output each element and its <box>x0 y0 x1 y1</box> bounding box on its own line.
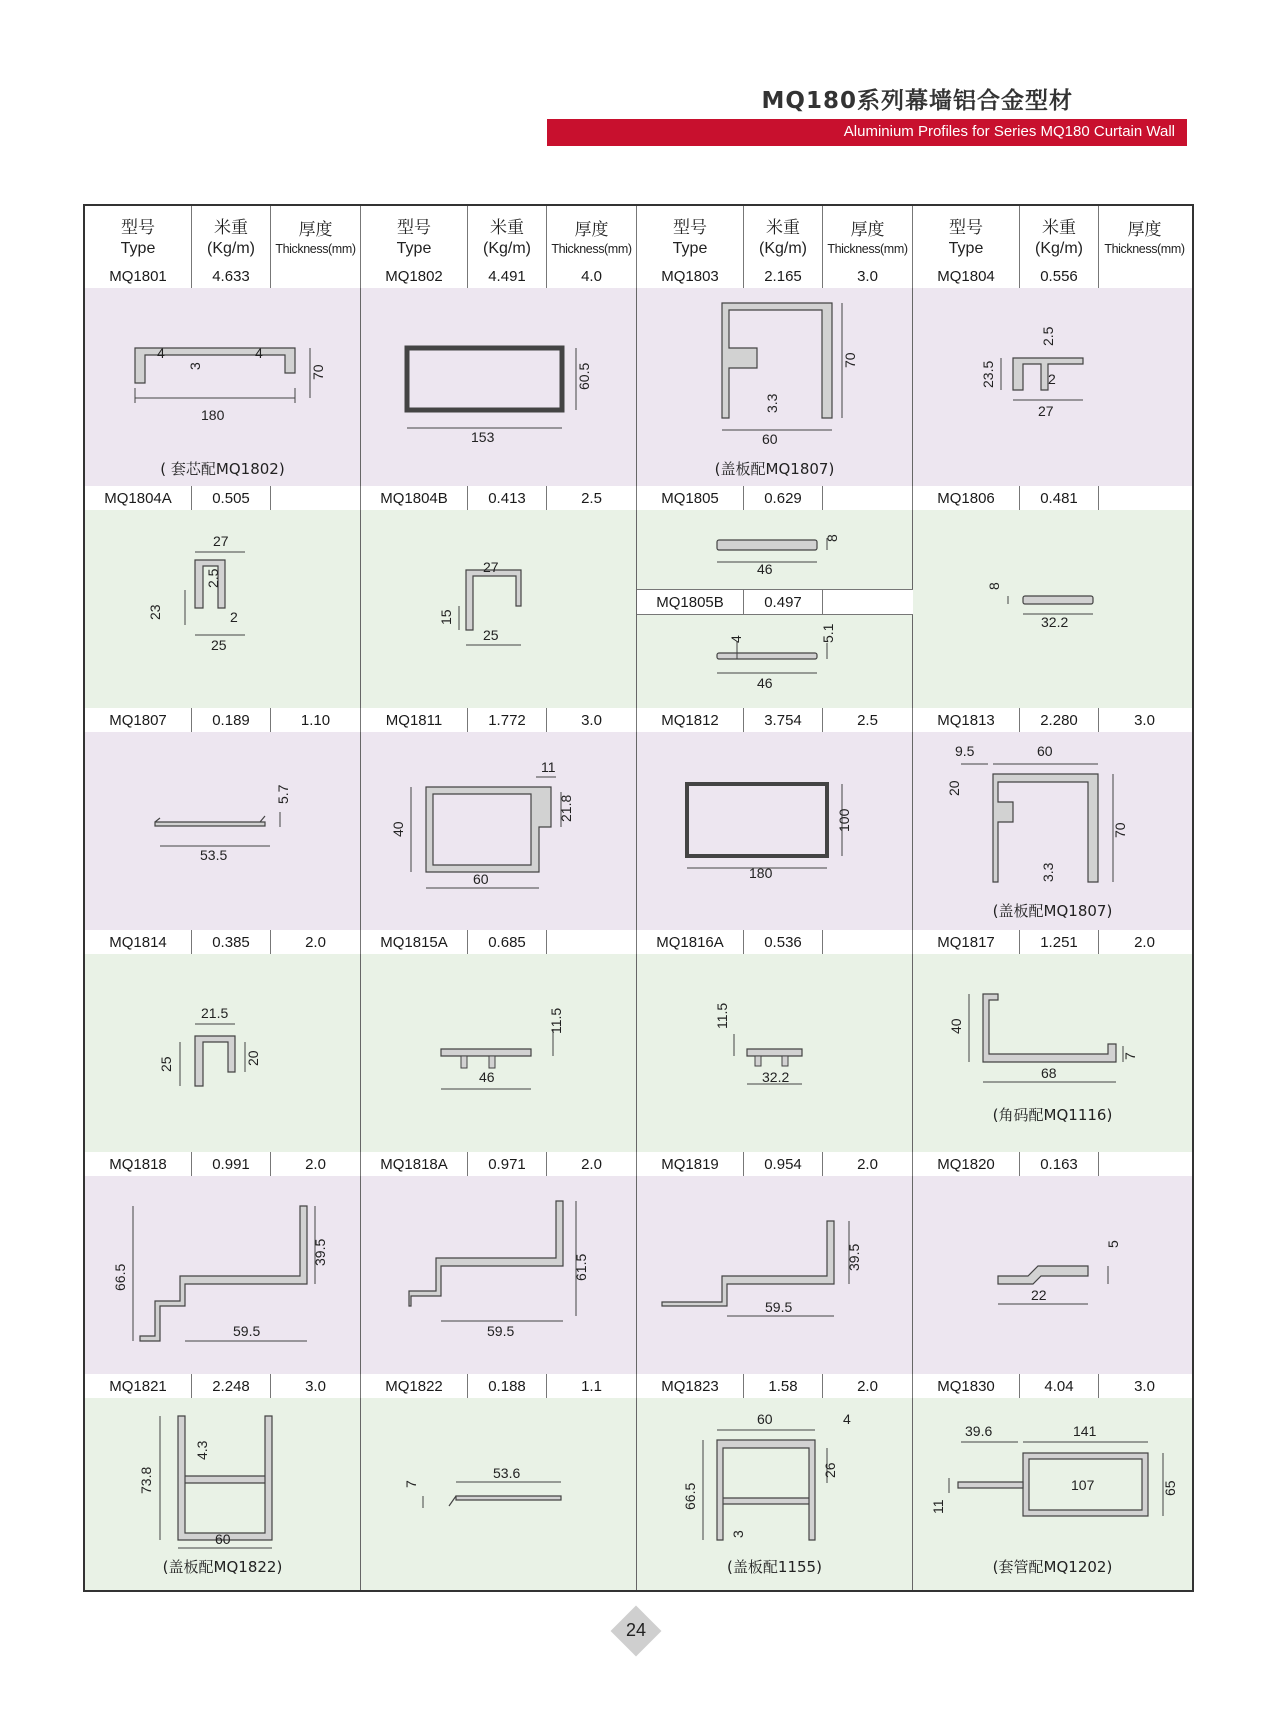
dim-label: 11 <box>930 1499 946 1514</box>
dim-label: 4 <box>728 635 744 643</box>
dim-label: 59.5 <box>765 1299 793 1315</box>
type-cell: MQ1807 <box>85 708 192 732</box>
weight-cell: 0.413 <box>468 486 547 510</box>
dim-label: 15 <box>438 609 454 625</box>
weight-cell: 0.505 <box>192 486 271 510</box>
profile-drawing-mq1805 <box>637 510 913 708</box>
type-cell: MQ1803 <box>637 264 744 288</box>
header-thickness: 厚度 Thickness(mm) <box>547 206 637 264</box>
dim-label: 3.3 <box>1040 862 1056 882</box>
page-number-label: 24 <box>625 1620 647 1640</box>
weight-cell: 1.251 <box>1020 930 1099 954</box>
dim-label: 40 <box>948 1018 964 1034</box>
weight-cell: 2.165 <box>744 264 823 288</box>
weight-cell: 4.633 <box>192 264 271 288</box>
thickness-cell <box>271 486 361 510</box>
dim-label: 20 <box>245 1050 261 1066</box>
dim-label: 60 <box>1037 743 1053 759</box>
profile-drawing-mq1821 <box>85 1398 361 1590</box>
type-cell: MQ1815A <box>361 930 468 954</box>
drawing-row <box>85 1176 1192 1375</box>
dim-label: 4 <box>843 1411 851 1427</box>
header-type: 型号 Type <box>361 206 468 264</box>
drawing-row <box>85 510 1192 709</box>
profile-drawing-mq1804b <box>361 510 637 708</box>
thickness-cell: 3.0 <box>1134 1377 1155 1395</box>
profile-drawing-mq1815a <box>361 954 637 1152</box>
thickness-cell <box>271 264 361 288</box>
dim-label: 27 <box>213 533 229 549</box>
weight-cell: 2.280 <box>1020 708 1099 732</box>
dim-label: 59.5 <box>233 1323 261 1339</box>
dim-label: 68 <box>1041 1065 1057 1081</box>
type-cell: MQ1804B <box>361 486 468 510</box>
dim-label: 5.1 <box>820 623 836 643</box>
type-cell: MQ1806 <box>913 486 1020 510</box>
weight-cell: 0.497 <box>744 590 823 614</box>
info-row <box>85 264 1192 289</box>
drawing-row <box>85 954 1192 1153</box>
dim-label: 32.2 <box>1041 614 1069 630</box>
header-type: 型号 Type <box>913 206 1020 264</box>
info-row <box>85 930 1192 955</box>
profile-note: (角码配MQ1116) <box>992 1106 1113 1124</box>
thickness-cell: 2.0 <box>271 930 361 954</box>
page-number <box>611 1606 661 1656</box>
profile-drawing-mq1802 <box>361 288 637 486</box>
dim-label: 4 <box>255 345 263 361</box>
profile-drawing-mq1823 <box>637 1398 913 1590</box>
dim-label: 7 <box>403 1480 419 1488</box>
profile-drawing-mq1818 <box>85 1176 361 1374</box>
info-row <box>85 1152 1192 1177</box>
dim-label: 5.7 <box>275 784 291 804</box>
header-weight: 米重 (Kg/m) <box>1020 206 1099 264</box>
dim-label: 46 <box>757 675 773 691</box>
dim-label: 26 <box>822 1462 838 1478</box>
type-cell: MQ1811 <box>361 708 468 732</box>
profile-drawing-mq1818a <box>361 1176 637 1374</box>
header-thickness: 厚度 Thickness(mm) <box>823 206 913 264</box>
weight-cell: 1.58 <box>744 1374 823 1398</box>
dim-label: 70 <box>310 364 326 380</box>
sub-info-row <box>637 589 913 615</box>
info-row <box>85 708 1192 733</box>
profile-drawing-mq1819 <box>637 1176 913 1374</box>
dim-label: 22 <box>1031 1287 1047 1303</box>
dim-label: 46 <box>757 561 773 577</box>
dim-label: 39.5 <box>846 1243 862 1271</box>
dim-label: 60.5 <box>576 362 592 390</box>
type-cell: MQ1801 <box>85 264 192 288</box>
dim-label: 180 <box>201 407 225 423</box>
dim-label: 2.5 <box>205 568 221 588</box>
dim-label: 7 <box>1122 1052 1138 1060</box>
thickness-cell <box>823 486 913 510</box>
profile-drawing-mq1820 <box>913 1176 1192 1374</box>
thickness-cell: 2.0 <box>547 1152 637 1176</box>
thickness-cell: 3.0 <box>1134 711 1155 729</box>
dim-label: 2 <box>1048 371 1056 387</box>
dim-label: 40 <box>390 821 406 837</box>
weight-cell: 0.188 <box>468 1374 547 1398</box>
weight-cell: 0.556 <box>1020 264 1099 288</box>
dim-label: 70 <box>1112 822 1128 838</box>
thickness-cell <box>1099 264 1190 288</box>
weight-cell: 0.385 <box>192 930 271 954</box>
profile-drawing-mq1807 <box>85 732 361 930</box>
profile-drawing-mq1804 <box>913 288 1192 486</box>
dim-label: 66.5 <box>682 1482 698 1510</box>
profile-drawing-mq1817 <box>913 954 1192 1152</box>
profile-drawing-mq1804a <box>85 510 361 708</box>
info-row <box>85 486 1192 511</box>
thickness-cell: 3.0 <box>271 1374 361 1398</box>
weight-cell: 4.491 <box>468 264 547 288</box>
weight-cell: 0.629 <box>744 486 823 510</box>
dim-label: 73.8 <box>138 1466 154 1494</box>
info-row <box>85 1374 1192 1399</box>
dim-label: 21.8 <box>558 794 574 822</box>
dim-label: 11 <box>541 759 556 775</box>
dim-label: 11.5 <box>548 1007 564 1034</box>
drawing-row <box>85 1398 1192 1590</box>
type-cell: MQ1804 <box>913 264 1020 288</box>
profile-drawing-mq1803 <box>637 288 913 486</box>
type-cell: MQ1817 <box>913 930 1020 954</box>
type-cell: MQ1814 <box>85 930 192 954</box>
dim-label: 3 <box>187 362 203 370</box>
dim-label: 20 <box>946 780 962 796</box>
weight-cell: 0.685 <box>468 930 547 954</box>
type-cell: MQ1819 <box>637 1152 744 1176</box>
type-cell: MQ1805 <box>637 486 744 510</box>
thickness-cell: 3.0 <box>823 264 913 288</box>
header-type: 型号 Type <box>637 206 744 264</box>
profile-note: (盖板配MQ1822) <box>162 1558 283 1576</box>
profile-note: (盖板配1155) <box>727 1558 822 1576</box>
dim-label: 60 <box>757 1411 773 1427</box>
dim-label: 60 <box>762 431 778 447</box>
profile-note: (盖板配MQ1807) <box>992 902 1113 920</box>
weight-cell: 0.971 <box>468 1152 547 1176</box>
type-cell: MQ1802 <box>361 264 468 288</box>
dim-label: 23 <box>147 604 163 620</box>
dim-label: 5 <box>1105 1240 1121 1248</box>
thickness-cell: 2.5 <box>823 708 913 732</box>
header-weight: 米重 (Kg/m) <box>468 206 547 264</box>
type-cell: MQ1830 <box>913 1374 1020 1398</box>
type-cell: MQ1804A <box>85 486 192 510</box>
profile-table <box>83 204 1194 1592</box>
thickness-cell: 2.0 <box>1134 933 1155 951</box>
type-cell: MQ1818 <box>85 1152 192 1176</box>
type-cell: MQ1823 <box>637 1374 744 1398</box>
dim-label: 3 <box>730 1530 746 1538</box>
dim-label: 66.5 <box>112 1263 128 1291</box>
weight-cell: 2.248 <box>192 1374 271 1398</box>
weight-cell: 3.754 <box>744 708 823 732</box>
dim-label: 25 <box>211 637 227 653</box>
dim-label: 21.5 <box>201 1005 229 1021</box>
header-type: 型号 Type <box>85 206 192 264</box>
thickness-cell <box>823 930 913 954</box>
profile-note: ( 套芯配MQ1802) <box>160 460 285 478</box>
dim-label: 8 <box>824 534 840 542</box>
title-banner <box>547 119 1187 146</box>
dim-label: 25 <box>483 627 499 643</box>
profile-drawing-mq1814 <box>85 954 361 1152</box>
dim-label: 39.5 <box>312 1238 328 1266</box>
weight-cell: 0.481 <box>1020 486 1099 510</box>
profile-drawing-mq1830 <box>913 1398 1192 1590</box>
thickness-cell <box>823 590 913 614</box>
dim-label: 23.5 <box>980 360 996 388</box>
dim-label: 107 <box>1071 1477 1095 1493</box>
type-cell: MQ1822 <box>361 1374 468 1398</box>
dim-label: 4 <box>157 345 165 361</box>
dim-label: 60 <box>215 1531 231 1547</box>
dim-label: 27 <box>483 559 499 575</box>
profile-note: (套管配MQ1202) <box>992 1558 1113 1576</box>
weight-cell: 0.189 <box>192 708 271 732</box>
weight-cell: 0.954 <box>744 1152 823 1176</box>
header-thickness: 厚度 Thickness(mm) <box>1104 219 1185 256</box>
weight-cell: 0.163 <box>1020 1152 1099 1176</box>
dim-label: 60 <box>473 871 489 887</box>
weight-cell: 1.772 <box>468 708 547 732</box>
dim-label: 46 <box>479 1069 495 1085</box>
dim-label: 3.3 <box>764 393 780 413</box>
thickness-cell: 2.0 <box>823 1152 913 1176</box>
thickness-cell: 1.1 <box>547 1374 637 1398</box>
profile-drawing-mq1822 <box>361 1398 637 1590</box>
dim-label: 59.5 <box>487 1323 515 1339</box>
dim-label: 70 <box>842 352 858 368</box>
dim-label: 8 <box>986 582 1002 590</box>
dim-label: 65 <box>1162 1480 1178 1496</box>
thickness-cell <box>1099 1152 1190 1176</box>
thickness-cell <box>1099 486 1190 510</box>
page-title-en: Aluminium Profiles for Series MQ180 Curtain Wall <box>843 123 1175 140</box>
drawing-row <box>85 732 1192 931</box>
type-cell: MQ1818A <box>361 1152 468 1176</box>
dim-label: 25 <box>158 1056 174 1072</box>
dim-label: 27 <box>1038 403 1054 419</box>
profile-drawing-mq1811 <box>361 732 637 930</box>
dim-label: 53.5 <box>200 847 228 863</box>
page-title-cn: MQ180系列幕墙铝合金型材 <box>761 88 1073 114</box>
type-cell: MQ1805B <box>637 590 744 614</box>
dim-label: 11.5 <box>714 1002 730 1029</box>
type-cell: MQ1821 <box>85 1374 192 1398</box>
thickness-cell: 1.10 <box>271 708 361 732</box>
dim-label: 39.6 <box>965 1423 993 1439</box>
profile-drawing-mq1806 <box>913 510 1192 708</box>
weight-cell: 0.991 <box>192 1152 271 1176</box>
thickness-cell: 3.0 <box>547 708 637 732</box>
dim-label: 2 <box>230 609 238 625</box>
dim-label: 32.2 <box>762 1069 790 1085</box>
weight-cell: 4.04 <box>1020 1374 1099 1398</box>
header-weight: 米重 (Kg/m) <box>192 206 271 264</box>
dim-label: 61.5 <box>573 1253 589 1281</box>
profile-drawing-mq1812 <box>637 732 913 930</box>
thickness-cell: 4.0 <box>547 264 637 288</box>
thickness-cell: 2.0 <box>823 1374 913 1398</box>
type-cell: MQ1816A <box>637 930 744 954</box>
weight-cell: 0.536 <box>744 930 823 954</box>
dim-label: 141 <box>1073 1423 1097 1439</box>
type-cell: MQ1812 <box>637 708 744 732</box>
profile-drawing-mq1813 <box>913 732 1192 930</box>
thickness-cell <box>547 930 637 954</box>
thickness-cell: 2.5 <box>547 486 637 510</box>
dim-label: 53.6 <box>493 1465 521 1481</box>
drawing-row <box>85 288 1192 487</box>
type-cell: MQ1820 <box>913 1152 1020 1176</box>
header-thickness: 厚度 Thickness(mm) <box>271 206 361 264</box>
dim-label: 2.5 <box>1040 326 1056 346</box>
dim-label: 100 <box>836 808 852 832</box>
dim-label: 153 <box>471 429 495 445</box>
dim-label: 9.5 <box>955 743 975 759</box>
dim-label: 180 <box>749 865 773 881</box>
header-weight: 米重 (Kg/m) <box>744 206 823 264</box>
table-header <box>85 206 1192 265</box>
type-cell: MQ1813 <box>913 708 1020 732</box>
dim-label: 4.3 <box>194 1440 210 1460</box>
profile-note: (盖板配MQ1807) <box>714 460 835 478</box>
profile-drawing-mq1801 <box>85 288 361 486</box>
profile-drawing-mq1816a <box>637 954 913 1152</box>
thickness-cell: 2.0 <box>271 1152 361 1176</box>
